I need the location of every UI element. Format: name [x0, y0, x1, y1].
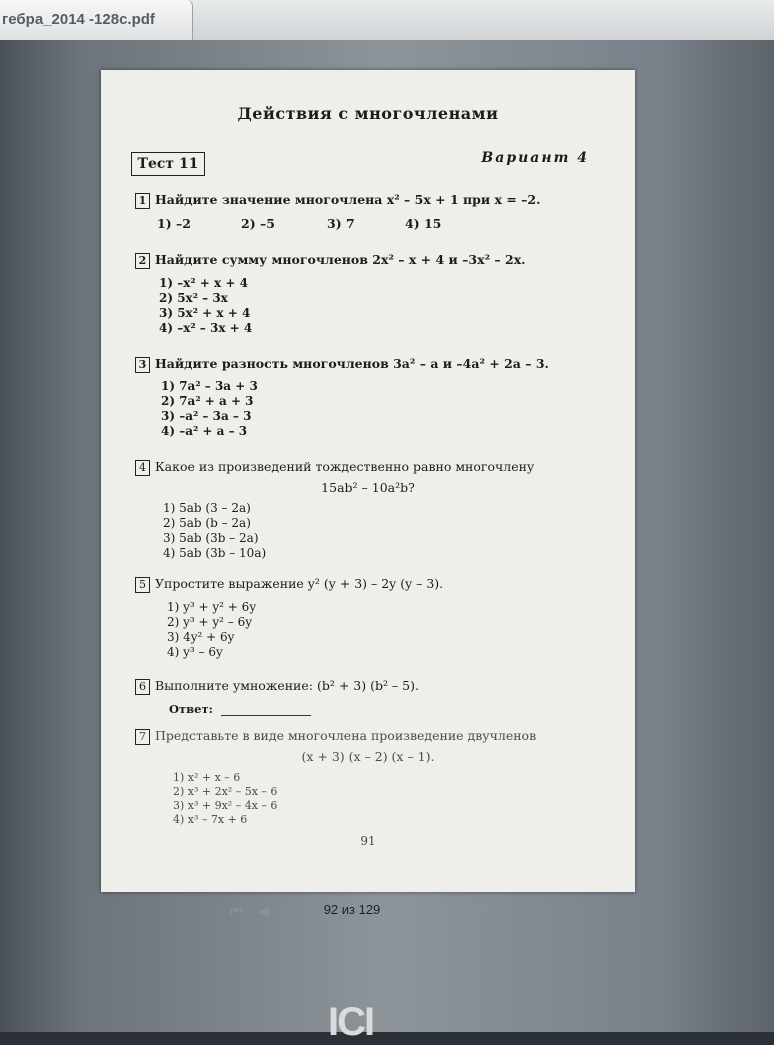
previous-page-icon[interactable]: ◀: [258, 902, 270, 920]
question-text: Найдите сумму многочленов 2x² – x + 4 и –3x² – 2x.: [155, 252, 526, 267]
option: 3) 7: [327, 216, 355, 231]
option: 1) –2: [157, 216, 191, 231]
question-text: Найдите значение многочлена x² – 5x + 1 при x = –2.: [155, 192, 541, 207]
forward-arrow-icon[interactable]: ⇨: [500, 902, 513, 920]
last-page-icon[interactable]: ⏭: [442, 902, 456, 920]
option: 1) 5ab (3 – 2a): [163, 501, 251, 515]
option: 4) 5ab (3b – 10a): [163, 546, 267, 560]
question-number: 3: [135, 357, 150, 373]
question-2: [135, 252, 595, 269]
option: 3) x³ + 9x² – 4x – 6: [173, 799, 278, 812]
question-text: Выполните умножение: (b² + 3) (b² – 5).: [155, 678, 419, 693]
question-formula: (x + 3) (x – 2) (x – 1).: [301, 749, 435, 764]
option: 4) y³ – 6y: [167, 645, 223, 659]
question-number: 5: [135, 577, 150, 593]
tab-title: гебра_2014 -128с.pdf: [2, 11, 155, 28]
question-6: [135, 678, 595, 695]
question-5: [135, 576, 595, 593]
option: 2) 7a² + a + 3: [161, 394, 254, 408]
question-number: 1: [135, 193, 150, 209]
option: 2) 5x² – 3x: [159, 291, 228, 305]
first-page-icon[interactable]: ⏮: [230, 902, 244, 920]
question-3: [135, 356, 595, 373]
monitor-brand-logo: ICI: [328, 1000, 374, 1044]
question-4: [135, 459, 595, 476]
variant-label: Вариант 4: [481, 150, 589, 166]
option: 2) –5: [241, 216, 275, 231]
option: 4) –x² – 3x + 4: [159, 321, 253, 335]
question-7: [135, 728, 595, 745]
page-indicator: 92 из 129: [323, 902, 381, 917]
question-number: 2: [135, 253, 150, 269]
option: 2) 5ab (b – 2a): [163, 516, 251, 530]
answer-row: [169, 702, 311, 716]
page-title: Действия с многочленами: [237, 104, 499, 123]
option: 2) y³ + y² – 6y: [167, 615, 253, 629]
test-label: Тест 11: [131, 152, 205, 176]
question-number: 6: [135, 679, 150, 695]
answer-line: [221, 705, 311, 716]
option: 4) –a² + a – 3: [161, 424, 248, 438]
back-arrow-icon[interactable]: ⇦: [476, 902, 489, 920]
option: 1) x² + x – 6: [173, 771, 241, 784]
option: 1) y³ + y² + 6y: [167, 600, 257, 614]
option: 2) x³ + 2x² – 5x – 6: [173, 785, 278, 798]
browser-tab-bar: [0, 0, 774, 40]
pdf-page: [101, 70, 635, 892]
question-text: Представьте в виде многочлена произведение двучленов: [155, 728, 537, 743]
page-number: 91: [360, 834, 376, 848]
option: 3) 4y² + 6y: [167, 630, 235, 644]
question-text: Какое из произведений тождественно равно многочлену: [155, 459, 535, 474]
option: 3) 5x² + x + 4: [159, 306, 251, 320]
option: 1) 7a² – 3a + 3: [161, 379, 258, 393]
answer-label: Ответ:: [169, 702, 213, 716]
question-text: Упростите выражение y² (y + 3) – 2y (y – 3).: [155, 576, 444, 591]
page-navigation-bar: [200, 900, 580, 924]
next-page-icon[interactable]: ▶: [414, 902, 426, 920]
question-number: 4: [135, 460, 150, 476]
option: 4) x³ – 7x + 6: [173, 813, 248, 826]
option: 3) 5ab (3b – 2a): [163, 531, 259, 545]
option: 3) –a² – 3a – 3: [161, 409, 252, 423]
option: 4) 15: [405, 216, 442, 231]
question-1: [135, 192, 595, 209]
question-formula: 15ab² – 10a²b?: [321, 480, 415, 495]
option: 1) –x² + x + 4: [159, 276, 248, 290]
question-text: Найдите разность многочленов 3a² – a и –4a² + 2a – 3.: [155, 356, 549, 371]
question-number: 7: [135, 729, 150, 745]
document-tab[interactable]: [0, 0, 193, 41]
